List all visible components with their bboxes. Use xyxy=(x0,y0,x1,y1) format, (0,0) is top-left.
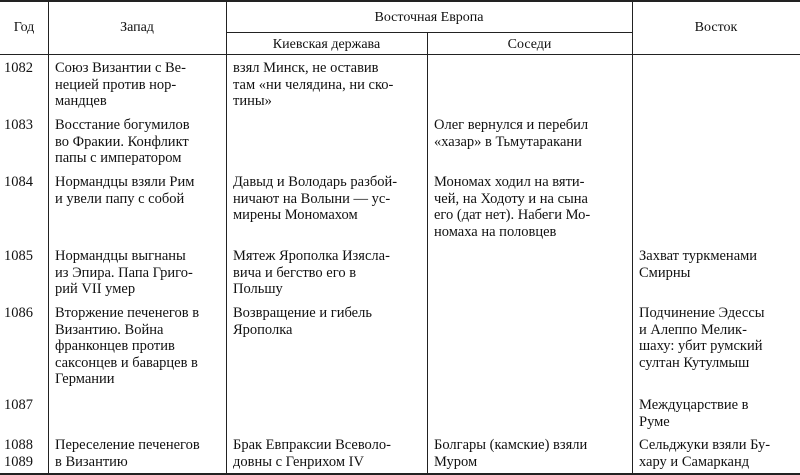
row-year: 1084 xyxy=(4,174,33,190)
row-west: Вторжение печенегов в Византию. Война франконцев против саксонцев и баварцев в Германии xyxy=(55,305,200,387)
col-divider-kiev xyxy=(427,32,428,475)
row-neighbors: Болгары (камские) взяли Муром xyxy=(434,437,588,470)
row-neighbors: Мономах ходил на вяти- чей, на Ходоту и на сына его (дат нет). Набеги Мо- номаха на половцев xyxy=(434,174,591,240)
row-year: 1086 xyxy=(4,305,33,321)
header-neighbors: Соседи xyxy=(507,37,552,52)
header-east: Восток xyxy=(694,20,738,35)
row-year: 1087 xyxy=(4,397,33,413)
row-kiev: Мятеж Ярополка Изясла- вича и бегство его в Польшу xyxy=(233,248,390,297)
row-year: 1085 xyxy=(4,248,33,264)
header-year: Год xyxy=(13,20,35,35)
row-kiev: взял Минск, не оставив там «ни челядина, ни ско- тины» xyxy=(233,60,394,109)
row-west: Переселение печенегов в Византию xyxy=(55,437,200,470)
col-divider-year xyxy=(48,0,49,475)
row-west: Восстание богумилов во Фракии. Конфликт папы с императором xyxy=(55,117,190,166)
header-west: Запад xyxy=(120,20,154,35)
header-kiev: Киевская держава xyxy=(272,37,381,52)
row-kiev: Брак Евпраксии Всеволо- довны с Генрихом IV xyxy=(233,437,391,470)
row-east: Сельджуки взяли Бу- хару и Самарканд xyxy=(639,437,771,470)
header-bottom-border xyxy=(0,54,800,55)
col-divider-west xyxy=(226,0,227,475)
row-kiev: Давыд и Володарь разбой- ничают на Волыни — ус- мирены Мономахом xyxy=(233,174,398,223)
row-year: 1083 xyxy=(4,117,33,133)
row-year: 1088 1089 xyxy=(4,437,33,470)
row-east: Междуцарствие в Руме xyxy=(639,397,749,430)
col-divider-neighbors xyxy=(632,0,633,475)
east-europe-subheader-line xyxy=(226,32,632,33)
row-east: Захват туркменами Смирны xyxy=(639,248,758,281)
row-neighbors: Олег вернулся и перебил «хазар» в Тьмутаракани xyxy=(434,117,589,150)
row-east: Подчинение Эдессы и Алеппо Мелик- шаху: убит румский султан Кутулмыш xyxy=(639,305,765,371)
row-west: Нормандцы выгнаны из Эпира. Папа Григо- рий VII умер xyxy=(55,248,193,297)
row-kiev: Возвращение и гибель Ярополка xyxy=(233,305,372,338)
row-year: 1082 xyxy=(4,60,33,76)
row-west: Нормандцы взяли Рим и увели папу с собой xyxy=(55,174,195,207)
header-east-europe: Восточная Европа xyxy=(374,10,484,25)
row-west: Союз Византии с Ве- нецией против нор- мандцев xyxy=(55,60,186,109)
table-top-border xyxy=(0,0,800,2)
